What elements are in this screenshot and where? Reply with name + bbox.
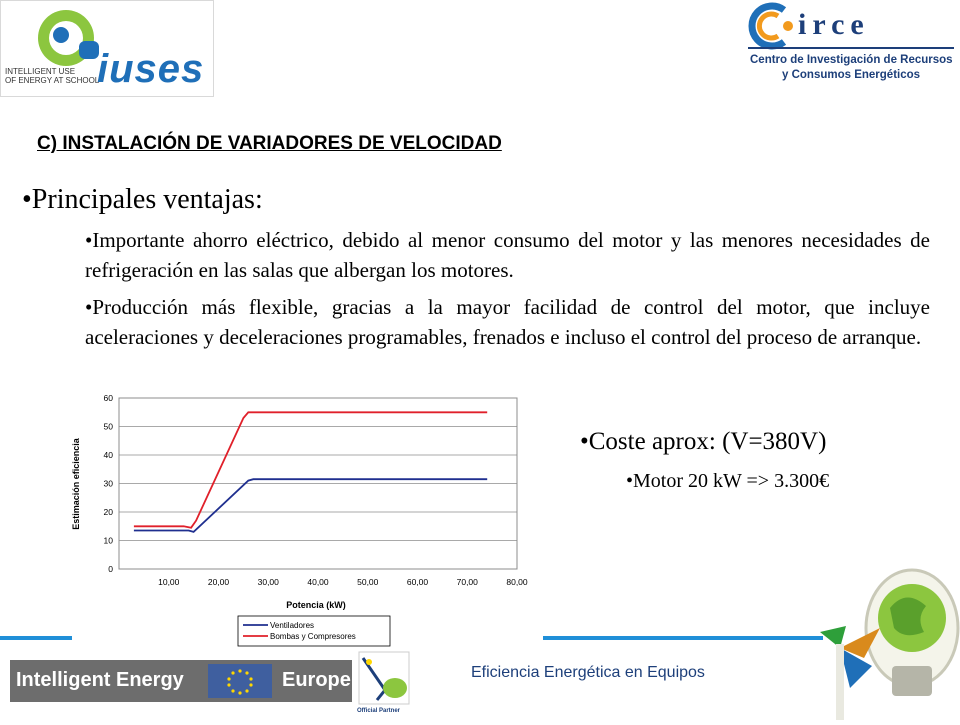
y-tick-label: 0 xyxy=(108,564,113,574)
circe-line2: y Consumos Energéticos xyxy=(782,69,921,81)
official-partner-logo xyxy=(355,650,415,718)
legend-label: Bombas y Compresores xyxy=(270,632,356,641)
footer-rule-right xyxy=(543,636,823,640)
sub-bullet-1: •Importante ahorro eléctrico, debido al menor consumo del motor y las menores necesidades de refrigeración en las salas que albergan los motores. xyxy=(85,228,930,282)
footer-text: Eficiencia Energética en Equipos xyxy=(471,664,705,681)
section-title: C) INSTALACIÓN DE VARIADORES DE VELOCIDAD xyxy=(37,133,502,154)
y-axis-label: Estimación eficiencia xyxy=(71,438,81,530)
y-tick-label: 40 xyxy=(103,450,113,460)
circe-brand: irce xyxy=(798,8,870,41)
x-tick-labels xyxy=(158,577,528,587)
x-tick-label: 70,00 xyxy=(456,577,478,587)
intelligent-energy-europe-banner xyxy=(10,660,352,702)
iuses-logo xyxy=(0,0,214,97)
partner-label: Official Partner xyxy=(357,708,401,714)
circe-line1: Centro de Investigación de Recursos xyxy=(750,54,953,66)
sub-bullet-2: •Producción más flexible, gracias a la mayor facilidad de control del motor, que incluye aceleraciones y deceleraciones programables, frenados e incluso el control del proceso de arranque. xyxy=(85,295,930,349)
main-bullet: •Principales ventajas: xyxy=(22,184,263,215)
circe-logo-mark xyxy=(744,2,798,50)
banner-left-text: Intelligent Energy xyxy=(16,669,184,691)
iuses-wordmark: iuses xyxy=(97,47,205,91)
x-tick-label: 80,00 xyxy=(506,577,528,587)
cost-bullet: •Coste aprox: (V=380V) xyxy=(580,428,827,455)
y-tick-label: 20 xyxy=(103,507,113,517)
x-tick-label: 30,00 xyxy=(257,577,279,587)
iuses-tagline-line2: OF ENERGY AT SCHOOL xyxy=(5,76,100,85)
x-tick-label: 10,00 xyxy=(158,577,180,587)
y-tick-label: 50 xyxy=(103,421,113,432)
circe-divider xyxy=(748,47,954,49)
legend xyxy=(238,616,390,646)
y-tick-label: 10 xyxy=(103,535,113,546)
x-tick-label: 20,00 xyxy=(207,577,230,587)
x-axis-label: Potencia (kW) xyxy=(286,600,346,610)
footer-rule-left xyxy=(0,636,72,640)
banner-right-text: Europe xyxy=(282,669,351,691)
x-tick-label: 60,00 xyxy=(406,577,429,587)
eu-flag-icon xyxy=(208,664,272,698)
x-tick-label: 50,00 xyxy=(357,577,379,587)
globe-lightbulb-illustration xyxy=(820,548,960,720)
efficiency-chart xyxy=(60,388,540,650)
y-tick-labels xyxy=(104,393,114,574)
legend-label: Ventiladores xyxy=(270,621,315,630)
y-tick-label: 30 xyxy=(103,478,113,489)
y-tick-label: 60 xyxy=(103,393,113,403)
cost-sub-bullet: •Motor 20 kW => 3.300€ xyxy=(626,470,830,492)
efficiency-chart-svg xyxy=(60,388,540,650)
circe-logo xyxy=(742,0,960,95)
iuses-tagline xyxy=(5,67,99,85)
iuses-tagline-line1: INTELLIGENT USE xyxy=(5,67,76,76)
x-tick-label: 40,00 xyxy=(307,577,329,587)
partner-mark-icon xyxy=(355,650,415,708)
